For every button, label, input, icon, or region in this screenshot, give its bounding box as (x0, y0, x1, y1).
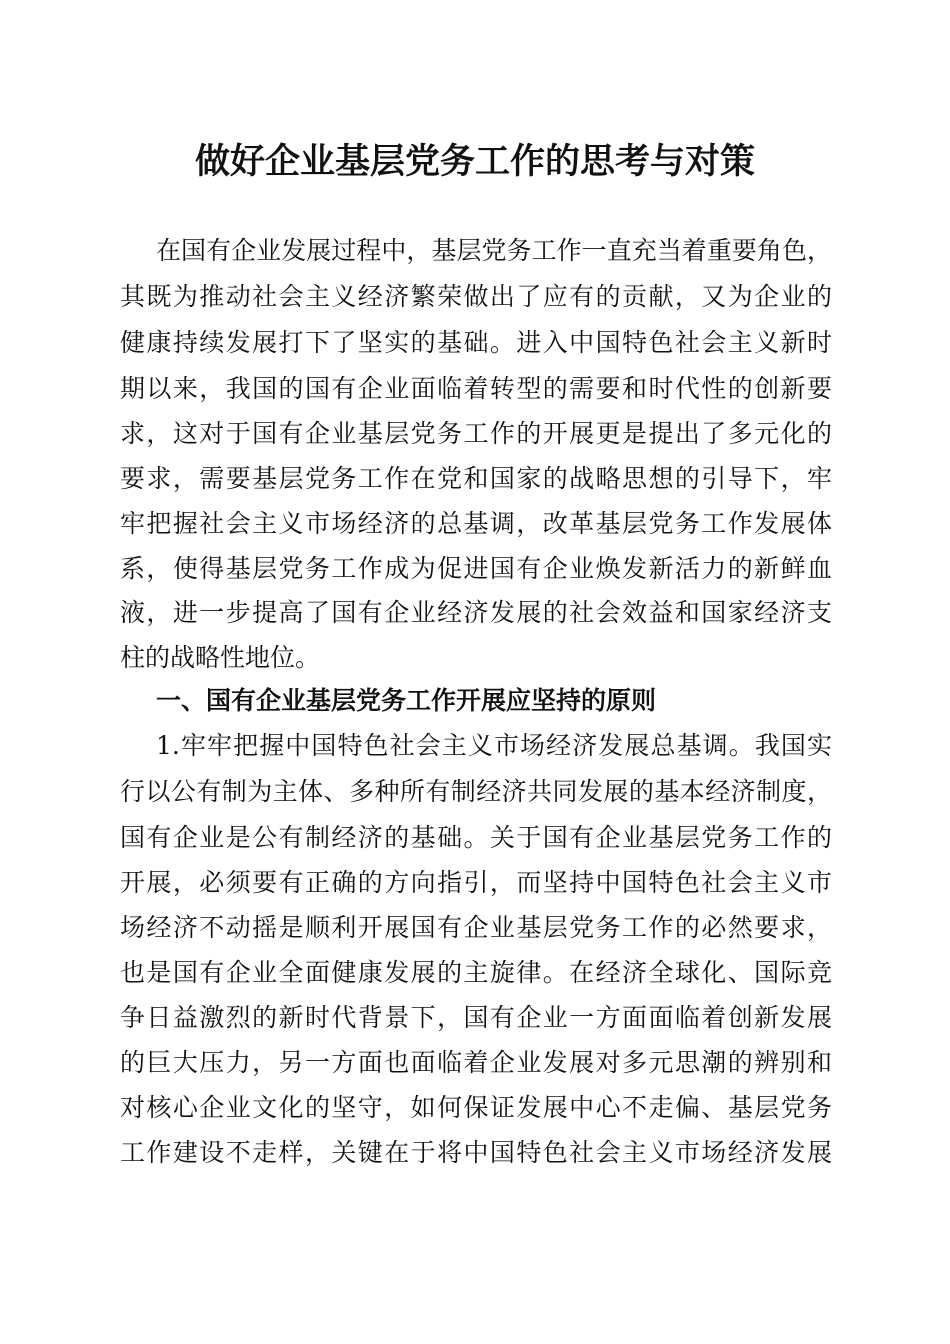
paragraph-line: 1.牢牢把握中国特色社会主义市场经济发展总基调。我国实 (156, 731, 832, 760)
paragraph-line: 系，使得基层党务工作成为促进国有企业焕发新活力的新鲜血 (120, 554, 832, 583)
paragraph-line: 场经济不动摇是顺利开展国有企业基层党务工作的必然要求， (120, 913, 832, 942)
paragraph-line: 也是国有企业全面健康发展的主旋律。在经济全球化、国际竞 (120, 958, 832, 987)
paragraph-line: 液，进一步提高了国有企业经济发展的社会效益和国家经济支 (120, 598, 832, 627)
paragraph-line: 其既为推动社会主义经济繁荣做出了应有的贡献，又为企业的 (120, 282, 832, 311)
paragraph-line: 行以公有制为主体、多种所有制经济共同发展的基本经济制度， (120, 777, 832, 806)
paragraph-line: 国有企业是公有制经济的基础。关于国有企业基层党务工作的 (120, 823, 832, 852)
paragraph-line: 开展，必须要有正确的方向指引，而坚持中国特色社会主义市 (120, 868, 832, 897)
paragraph-line: 对核心企业文化的坚守，如何保证发展中心不走偏、基层党务 (120, 1093, 832, 1122)
document-title: 做好企业基层党务工作的思考与对策 (194, 141, 755, 182)
paragraph-line: 的巨大压力，另一方面也面临着企业发展对多元思潮的辨别和 (120, 1048, 832, 1077)
paragraph-line: 在国有企业发展过程中，基层党务工作一直充当着重要角色， (156, 236, 832, 265)
paragraph-line: 柱的战略性地位。 (120, 643, 321, 672)
paragraph-line: 牢把握社会主义市场经济的总基调，改革基层党务工作发展体 (120, 509, 832, 538)
section-heading: 一、国有企业基层党务工作开展应坚持的原则 (156, 686, 657, 715)
paragraph-line: 健康持续发展打下了坚实的基础。进入中国特色社会主义新时 (120, 328, 832, 357)
paragraph-line: 期以来，我国的国有企业面临着转型的需要和时代性的创新要 (120, 374, 832, 403)
paragraph-line: 要求，需要基层党务工作在党和国家的战略思想的引导下，牢 (120, 464, 832, 493)
paragraph-line: 工作建设不走样，关键在于将中国特色社会主义市场经济发展 (120, 1138, 832, 1167)
paragraph-line: 争日益激烈的新时代背景下，国有企业一方面面临着创新发展 (120, 1003, 832, 1032)
paragraph-line: 求，这对于国有企业基层党务工作的开展更是提出了多元化的 (120, 419, 832, 448)
